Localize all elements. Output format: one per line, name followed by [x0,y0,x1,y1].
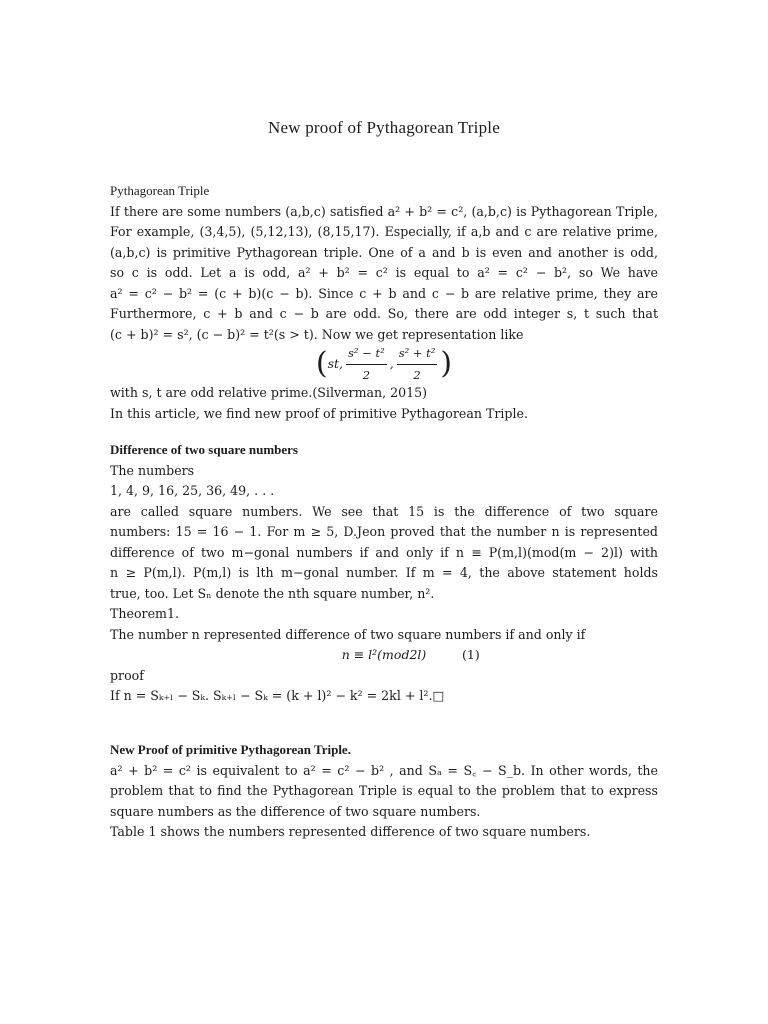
section-heading: Pythagorean Triple [110,183,210,198]
fraction-numerator: s² + t² [397,343,438,365]
formula-separator: , [389,355,394,371]
paragraph-line: problem that to find the Pythagorean Triple is equal to the problem that to express [110,783,658,798]
paragraph-line: (a,b,c) is primitive Pythagorean triple. One of a and b is even and another is odd, [110,244,658,260]
section-pythagorean-triple [110,181,658,424]
paragraph-line: with s, t are odd relative prime.(Silverman, 2015) [110,385,428,400]
equation-number: (1) [462,647,480,662]
paragraph-line: (c + b)² = s², (c − b)² = t²(s > t). Now we get representation like [110,326,524,342]
proof-line: If n = Sₖ₊ₗ − Sₖ. Sₖ₊ₗ − Sₖ = (k + l)² − k² = 2kl + l².□ [110,688,445,703]
equation: n ≡ l²(mod2l) [341,647,427,662]
paragraph-line: The number n represented difference of two square numbers if and only if [110,626,586,642]
section-difference-of-squares [110,440,658,707]
paragraph-line: are called square numbers. We see that 15 is the difference of two square [110,503,658,519]
theorem-label: Theorem1. [110,606,179,621]
formula-close-paren: ) [440,346,453,381]
fraction-denominator: 2 [362,367,371,382]
paragraph-line: In this article, we find new proof of primitive Pythagorean Triple. [110,405,528,421]
formula-open-paren: ( [315,346,328,381]
proof-label: proof [110,667,144,683]
paragraph-line: difference of two m−gonal numbers if and only if n ≡ P(m,l)(mod(m − 2)l) with [110,544,658,560]
paragraph-line: If there are some numbers (a,b,c) satisfied a² + b² = c², (a,b,c) is Pythagorean Triple, [110,203,658,219]
fraction [397,343,438,385]
paragraph-line: a² + b² = c² is equivalent to a² = c² − b² , and Sₐ = S꜀ − S_b. In other words, the [110,762,658,778]
paragraph-line: Furthermore, c + b and c − b are odd. So, there are odd integer s, t such that [110,306,658,321]
equation-line [110,645,658,666]
section-heading: Difference of two square numbers [110,442,298,457]
paragraph-line: 1, 4, 9, 16, 25, 36, 49, . . . [110,483,275,498]
section-heading: New Proof of primitive Pythagorean Triple. [110,742,351,757]
paragraph-line: so c is odd. Let a is odd, a² + b² = c² is equal to a² = c² − b², so We have [110,265,658,280]
triple-formula [110,345,658,383]
paragraph-line: numbers: 15 = 16 − 1. For m ≥ 5, D.Jeon proved that the number n is represented [110,524,658,539]
page-title: New proof of Pythagorean Triple [268,118,500,137]
paragraph-line: Table 1 shows the numbers represented difference of two square numbers. [110,824,591,839]
fraction-denominator: 2 [413,367,421,382]
paragraph-line: For example, (3,4,5), (5,12,13), (8,15,17). Especially, if a,b and c are relative prime, [110,224,658,239]
fraction-numerator: s² − t² [346,343,387,365]
paragraph-line: The numbers [110,462,195,478]
formula-prefix: st, [327,355,344,371]
paragraph-line: true, too. Let Sₙ denote the nth square number, n². [110,585,435,601]
section-new-proof [110,740,658,843]
fraction [346,343,387,385]
paragraph-line: a² = c² − b² = (c + b)(c − b). Since c + b and c − b are relative prime, they are [110,285,658,301]
paragraph-line: n ≥ P(m,l). P(m,l) is lth m−gonal number. If m = 4, the above statement holds [110,565,658,580]
paragraph-line: square numbers as the difference of two square numbers. [110,803,481,819]
